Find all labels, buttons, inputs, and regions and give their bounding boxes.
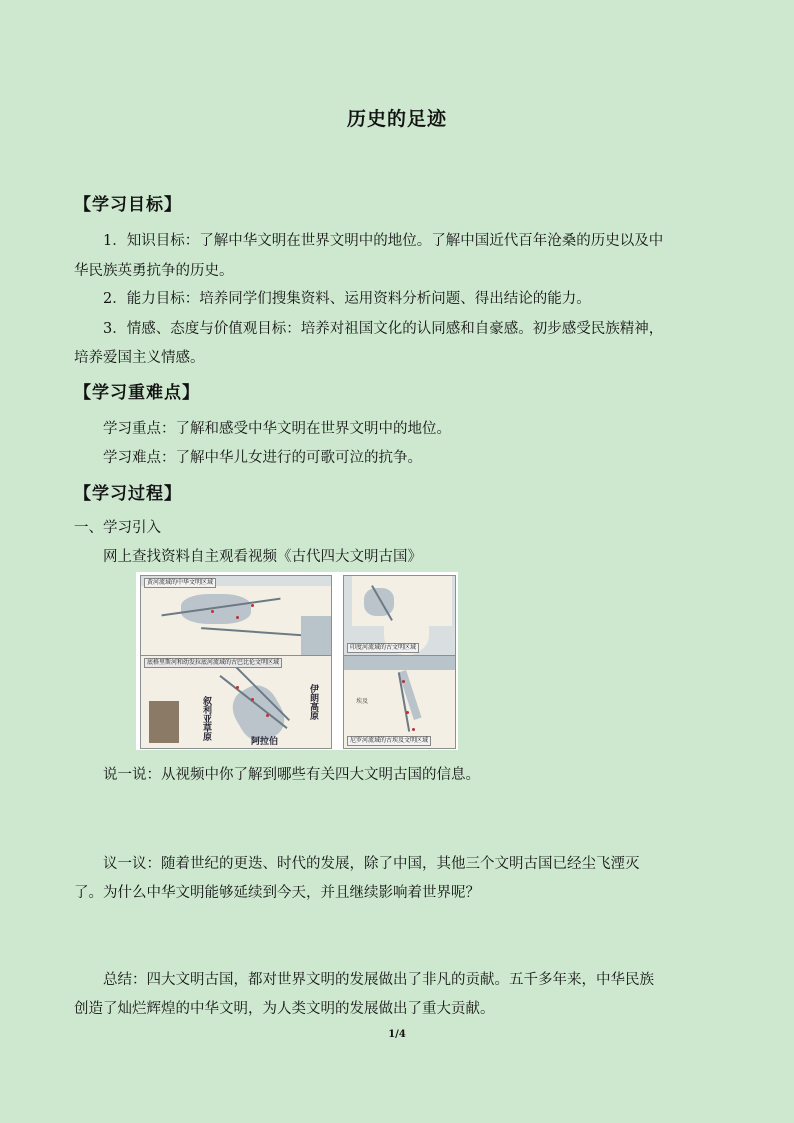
- mesopotamia-map: [140, 655, 332, 749]
- page-title: 历史的足迹: [346, 108, 447, 130]
- goal3-line2: 培养爱国主义情感。: [74, 350, 205, 366]
- map2-caption: 印度河流域的古文明区域: [347, 643, 419, 653]
- goal1-line2: 华民族英勇抗争的历史。: [74, 263, 234, 279]
- summary-line2: 创造了灿烂辉煌的中华文明，为人类文明的发展做出了重大贡献。: [74, 1001, 495, 1017]
- key-point: 学习重点：了解和感受中华文明在世界文明中的地位。: [103, 421, 451, 437]
- map3-caption: 底格里斯河和幼发拉底河流域的古巴比伦文明区域: [144, 658, 282, 668]
- yellow-river-map: [140, 575, 332, 656]
- map3-label-iran: 伊朗高原: [308, 684, 318, 720]
- intro-heading: 一、学习引入: [74, 520, 161, 536]
- discuss-line1: 议一议：随着世纪的更迭、时代的发展，除了中国，其他三个文明古国已经尘飞湮灭: [103, 856, 640, 872]
- map4-caption: 尼罗河流域的古埃及文明区域: [347, 736, 431, 746]
- map3-label-syria: 叙利亚草原: [201, 696, 211, 741]
- indus-river-map: [343, 575, 456, 656]
- page-number: 1/4: [388, 1029, 406, 1040]
- process-heading: 【学习过程】: [74, 484, 182, 504]
- map4-label-egypt: 埃及: [356, 698, 369, 705]
- map1-caption: 黄河流域的中华文明区域: [144, 578, 216, 588]
- goal3-line1: 3．情感、态度与价值观目标：培养对祖国文化的认同感和自豪感。初步感受民族精神，: [103, 321, 664, 337]
- key-difficult-heading: 【学习重难点】: [74, 383, 200, 403]
- artifact-photo: [149, 701, 179, 743]
- difficult-point: 学习难点：了解中华儿女进行的可歌可泣的抗争。: [103, 450, 422, 466]
- four-civilizations-maps-figure: [136, 572, 458, 750]
- nile-river-map: [343, 655, 456, 749]
- learning-goals-heading: 【学习目标】: [74, 195, 182, 215]
- summary-line1: 总结：四大文明古国，都对世界文明的发展做出了非凡的贡献。五千多年来，中华民族: [103, 972, 654, 988]
- discuss-line2: 了。为什么中华文明能够延续到今天，并且继续影响着世界呢？: [74, 885, 480, 901]
- say-prompt: 说一说：从视频中你了解到哪些有关四大文明古国的信息。: [103, 767, 480, 783]
- map3-label-arabia: 阿拉伯: [251, 737, 279, 747]
- intro-text: 网上查找资料自主观看视频《古代四大文明古国》: [103, 549, 422, 565]
- goal2: 2．能力目标：培养同学们搜集资料、运用资料分析问题、得出结论的能力。: [103, 291, 591, 307]
- goal1-line1: 1．知识目标：了解中华文明在世界文明中的地位。了解中国近代百年沧桑的历史以及中: [103, 233, 664, 249]
